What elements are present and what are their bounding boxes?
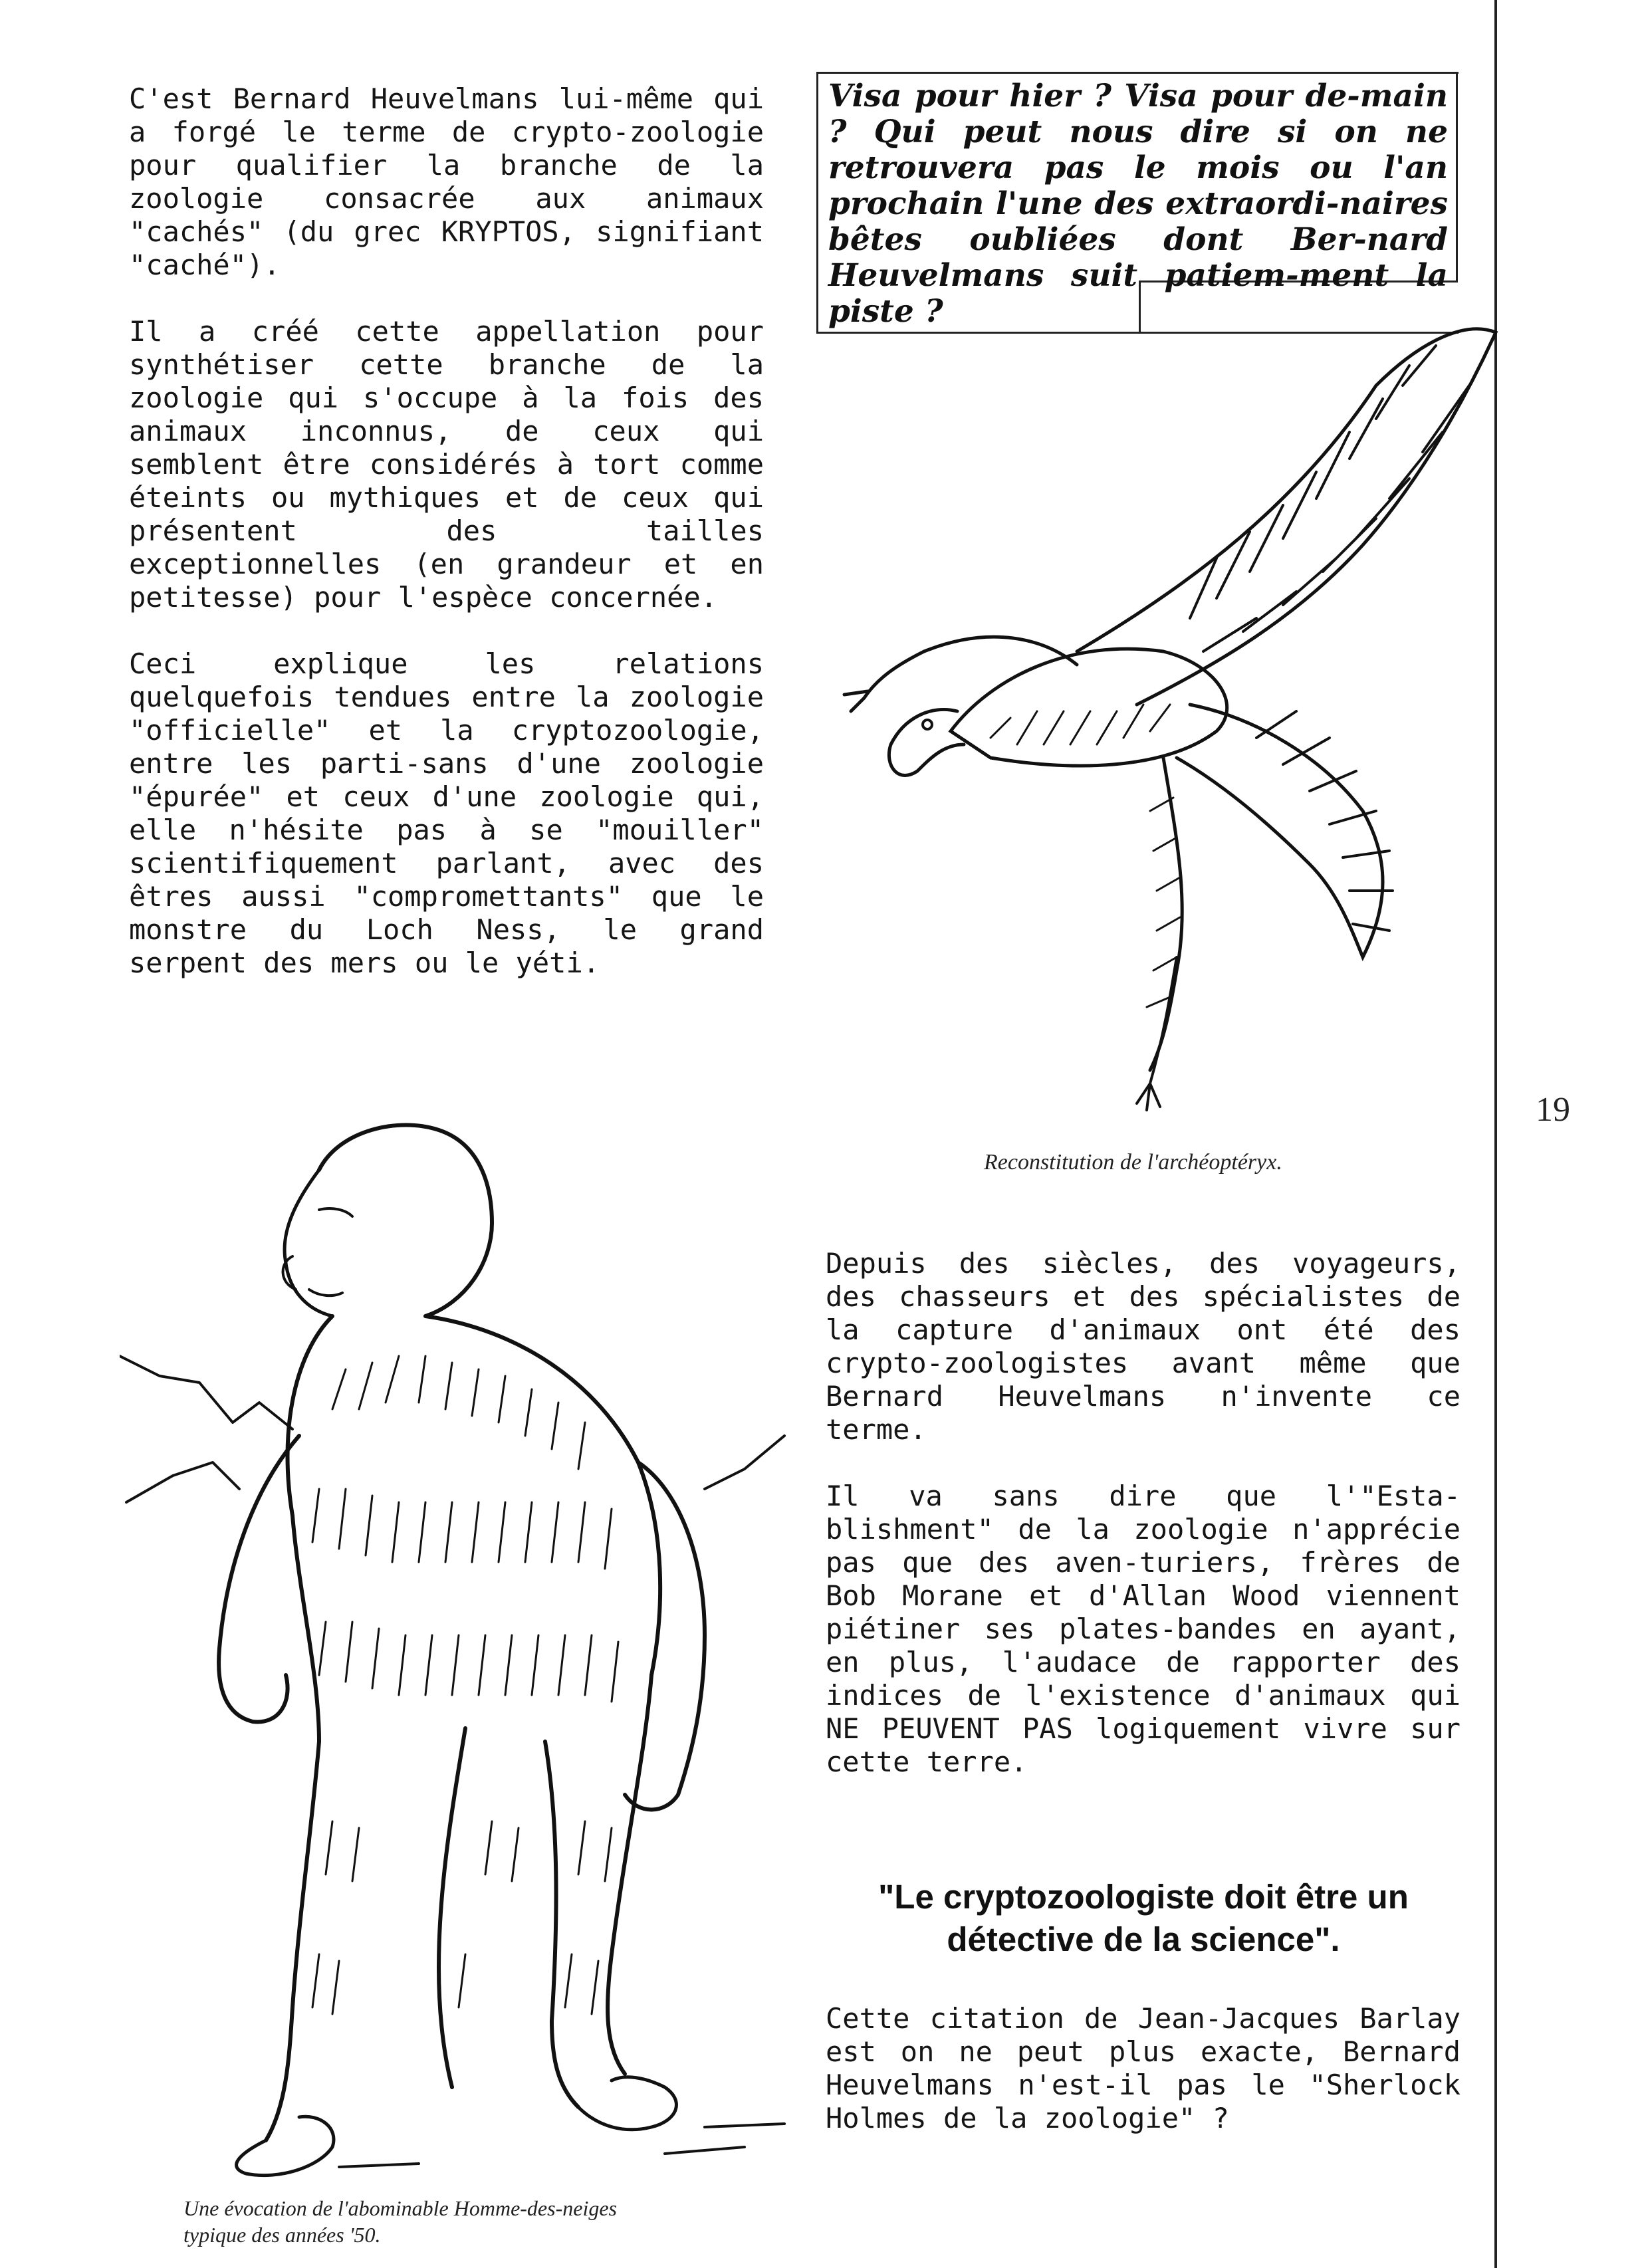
- right-paragraph-2: Il va sans dire que l'"Esta-blishment" de la zoologie n'apprécie pas que des aven-turiers, frères de Bob Morane et d'Allan Wood viennent piétiner ses plates-bandes en ayant, en plus, l'audace de rapporter des indices de l'existence d'animaux qui NE PEUVENT PAS logiquement vivre sur cette terre.: [826, 1480, 1461, 1778]
- page-number: 19: [1536, 1091, 1570, 1129]
- left-paragraph-1: C'est Bernard Heuvelmans lui-même qui a forgé le terme de crypto-zoologie pour qualifier la branche de la zoologie consacrée aux animaux "cachés" (du grec KRYPTOS, signifiant "caché").: [129, 82, 764, 281]
- intro-box-text: Visa pour hier ? Visa pour de-main ? Qui peut nous dire si on ne retrouvera pas le mois ou l'an prochain l'une des extraordi-naires bêtes oubliées dont Ber-nard Heuvelmans suit patiem-ment la piste ?: [828, 78, 1448, 330]
- left-column: [129, 82, 764, 980]
- pull-quote: "Le cryptozoologiste doit être un détective de la science".: [878, 1878, 1409, 1958]
- intro-box-right-edge: [1456, 72, 1458, 282]
- yeti-illustration: [120, 1090, 798, 2187]
- left-paragraph-2: Il a créé cette appellation pour synthétiser cette branche de la zoologie qui s'occupe à la fois des animaux inconnus, de ceux qui semblent être considérés à tort comme éteints ou mythiques et de ceux qui présentent des tailles exceptionnelles (en grandeur et en petitesse) pour l'espèce concernée.: [129, 315, 764, 614]
- right-column: [826, 1247, 1461, 1779]
- right-paragraph-1: Depuis des siècles, des voyageurs, des chasseurs et des spécialistes de la capture d'animaux ont été des crypto-zoologistes avant même que Bernard Heuvelmans n'invente ce terme.: [826, 1247, 1461, 1446]
- yeti-caption: [183, 2195, 782, 2248]
- left-paragraph-3: Ceci explique les relations quelquefois tendues entre la zoologie "officielle" et la cryptozoologie, entre les parti-sans d'une zoologie "épurée" et ceux d'une zoologie qui, elle n'hésite pas à se "mouiller" scientifiquement parlant, avec des êtres aussi "compromettants" que le monstre du Loch Ness, le grand serpent des mers ou le yéti.: [129, 647, 764, 979]
- yeti-caption-line-1: Une évocation de l'abominable Homme-des-neiges: [183, 2196, 617, 2220]
- closing-paragraph: Cette citation de Jean-Jacques Barlay est on ne peut plus exacte, Bernard Heuvelmans n'est-il pas le "Sherlock Holmes de la zoologie" ?: [826, 2002, 1461, 2134]
- yeti-caption-line-2: typique des années '50.: [183, 2223, 381, 2247]
- archaeopteryx-caption: Reconstitution de l'archéoptéryx.: [984, 1150, 1282, 1175]
- archaeopteryx-illustration: [791, 306, 1615, 1130]
